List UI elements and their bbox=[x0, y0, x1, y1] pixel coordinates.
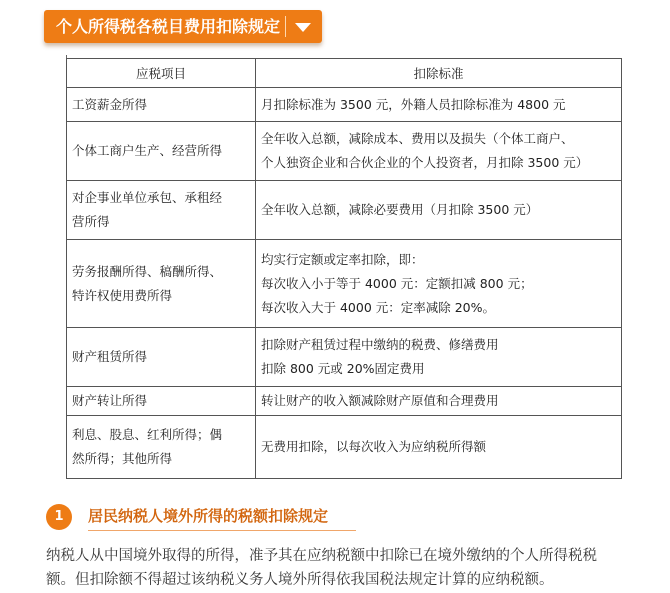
banner-title: 个人所得税各税目费用扣除规定 bbox=[56, 17, 281, 36]
column-header-taxable-item: 应税项目 bbox=[67, 59, 256, 88]
banner-divider bbox=[285, 16, 286, 37]
table-row bbox=[67, 88, 622, 122]
cell-line: 全年收入总额，减除成本、费用以及损失（个体工商户、 bbox=[261, 131, 574, 146]
deduction-table bbox=[66, 58, 622, 479]
taxable-item-cell bbox=[67, 181, 256, 240]
section-title: 居民纳税人境外所得的税额扣除规定 bbox=[88, 507, 329, 525]
paragraph-line: 额。但扣除额不得超过该纳税义务人境外所得依我国税法规定计算的应纳税额。 bbox=[46, 572, 554, 588]
section-heading bbox=[46, 504, 356, 530]
deduction-standard-cell bbox=[256, 122, 622, 181]
table-row bbox=[67, 122, 622, 181]
deduction-standard-cell bbox=[256, 181, 622, 240]
paragraph-line: 纳税人从中国境外取得的所得，准予其在应纳税额中扣除已在境外缴纳的个人所得税税 bbox=[46, 548, 597, 564]
body-paragraph bbox=[46, 544, 654, 592]
taxable-item-cell bbox=[67, 416, 256, 479]
taxable-item-cell bbox=[67, 88, 256, 122]
deduction-standard-cell bbox=[256, 240, 622, 328]
deduction-standard-cell bbox=[256, 328, 622, 387]
cell-line: 扣除财产租赁过程中缴纳的税费、修缮费用 bbox=[261, 337, 499, 352]
taxable-item-cell bbox=[67, 328, 256, 387]
header-banner bbox=[44, 10, 322, 43]
section-underline bbox=[88, 530, 356, 531]
cell-line: 利息、股息、红利所得；偶 bbox=[72, 427, 223, 442]
table-header-row bbox=[67, 59, 622, 88]
cell-line: 财产转让所得 bbox=[72, 393, 148, 408]
cell-line: 财产租赁所得 bbox=[72, 349, 148, 364]
section-number-badge: 1 bbox=[46, 504, 72, 530]
cell-line: 对企事业单位承包、承租经 bbox=[72, 190, 223, 205]
column-header-deduction-standard: 扣除标准 bbox=[256, 59, 622, 88]
cell-line: 每次收入小于等于 4000 元：定额扣减 800 元； bbox=[261, 275, 533, 291]
cell-line: 扣除 800 元或 20%固定费用 bbox=[261, 361, 425, 376]
cell-line: 工资薪金所得 bbox=[72, 96, 148, 112]
table-row bbox=[67, 328, 622, 387]
cell-line: 个体工商户生产、经营所得 bbox=[72, 143, 223, 158]
table-row bbox=[67, 387, 622, 416]
deduction-standard-cell bbox=[256, 88, 622, 122]
cell-line: 劳务报酬所得、稿酬所得、 bbox=[72, 263, 223, 279]
taxable-item-cell bbox=[67, 387, 256, 416]
cell-line: 均实行定额或定率扣除，即： bbox=[261, 251, 424, 267]
table-row bbox=[67, 416, 622, 479]
cell-line: 营所得 bbox=[72, 214, 110, 229]
cell-line: 无费用扣除，以每次收入为应纳税所得额 bbox=[261, 439, 487, 454]
taxable-item-cell bbox=[67, 122, 256, 181]
cell-line: 特许权使用费所得 bbox=[72, 287, 173, 303]
triangle-down-icon[interactable] bbox=[295, 23, 311, 32]
cell-line: 然所得；其他所得 bbox=[72, 451, 173, 466]
table-row bbox=[67, 240, 622, 328]
deduction-standard-cell bbox=[256, 416, 622, 479]
taxable-item-cell bbox=[67, 240, 256, 328]
cell-line: 全年收入总额，减除必要费用（月扣除 3500 元） bbox=[261, 202, 539, 217]
cell-line: 转让财产的收入额减除财产原值和合理费用 bbox=[261, 393, 499, 408]
table-row bbox=[67, 181, 622, 240]
cell-line: 每次收入大于 4000 元：定率减除 20%。 bbox=[261, 299, 496, 315]
cell-line: 月扣除标准为 3500 元，外籍人员扣除标准为 4800 元 bbox=[261, 96, 566, 112]
deduction-standard-cell bbox=[256, 387, 622, 416]
cell-line: 个人独资企业和合伙企业的个人投资者，月扣除 3500 元） bbox=[261, 155, 589, 170]
